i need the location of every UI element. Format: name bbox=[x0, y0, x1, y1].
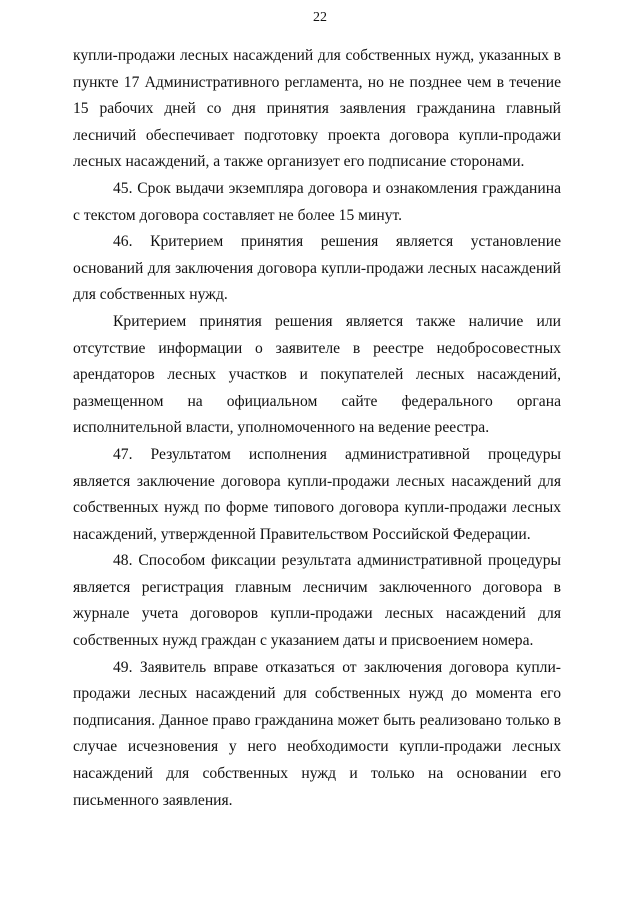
paragraph-45: 45. Срок выдачи экземпляра договора и ознакомления гражданина с текстом договора составляет не более 15 минут. bbox=[73, 179, 561, 224]
paragraph-47: 47. Результатом исполнения административной процедуры является заключение договора купли-продажи лесных насаждений для собственных нужд по форме типового договора купли-продажи лесных насаждений, утвержденной Правительством Российской Федерации. bbox=[73, 445, 561, 543]
page-number: 22 bbox=[313, 10, 327, 25]
paragraph-44-continuation: купли-продажи лесных насаждений для собственных нужд, указанных в пункте 17 Административного регламента, но не позднее чем в течение 15 рабочих дней со дня принятия заявления гражданина главный лесничий обеспечивает подготовку проекта договора купли-продажи лесных насаждений, а также организует его подписание сторонами. bbox=[73, 47, 561, 171]
paragraph-46-criterion: Критерием принятия решения является также наличие или отсутствие информации о заявителе в реестре недобросовестных арендаторов лесных участков и покупателей лесных насаждений, размещенном на официальном сайте федерального органа исполнительной власти, уполномоченного на ведение реестра. bbox=[73, 312, 561, 437]
paragraph-49: 49. Заявитель вправе отказаться от заключения договора купли-продажи лесных насаждений для собственных нужд до момента его подписания. Данное право гражданина может быть реализовано только в случае исчезновения у него необходимости купли-продажи лесных насаждений для собственных нужд и только на основании его письменного заявления. bbox=[73, 658, 561, 809]
paragraph-46: 46. Критерием принятия решения является установление оснований для заключения договора купли-продажи лесных насаждений для собственных нужд. bbox=[73, 233, 561, 304]
document-body bbox=[73, 43, 561, 814]
paragraph-48: 48. Способом фиксации результата административной процедуры является регистрация главным лесничим заключенного договора в журнале учета договоров купли-продажи лесных насаждений для собственных нужд граждан с указанием даты и присвоением номера. bbox=[73, 552, 561, 650]
